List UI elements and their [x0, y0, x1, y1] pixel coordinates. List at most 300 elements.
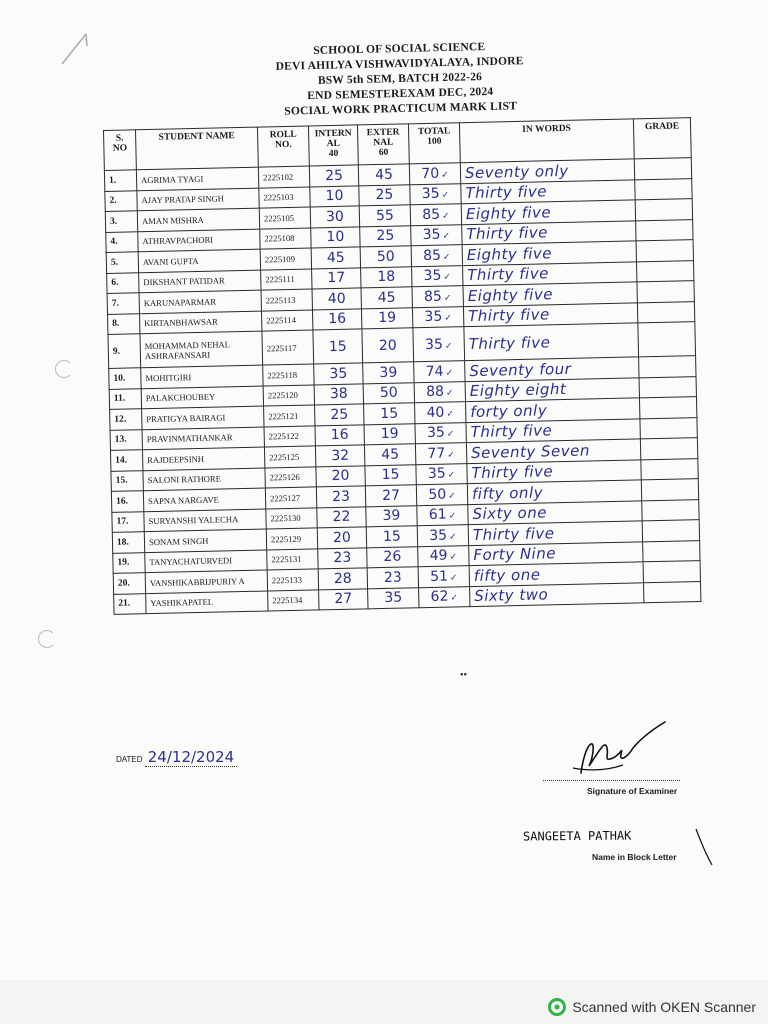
cell-roll-no	[261, 309, 312, 331]
cell-in-words-value: Forty Nine	[473, 544, 557, 565]
cell-external-value: 39	[379, 364, 398, 381]
cell-internal-value: 10	[325, 188, 344, 205]
check-tick-icon: ✓	[445, 387, 454, 398]
cell-sno	[107, 293, 139, 314]
cell-in-words-value: Eighty five	[466, 243, 553, 264]
cell-total-value: 70	[421, 165, 440, 182]
cell-in-words-value: Seventy four	[469, 359, 572, 380]
cell-internal	[315, 404, 364, 426]
cell-roll-no-value: 2225111	[265, 274, 295, 285]
cell-external-value: 15	[382, 528, 402, 545]
cell-student-name	[140, 331, 263, 368]
cell-student-name-value: SONAM SINGH	[148, 535, 209, 547]
cell-grade	[643, 581, 700, 603]
cell-student-name-value: MOHAMMAD NEHAL ASHRAFANSARI	[144, 338, 230, 361]
cell-external-value: 50	[379, 384, 398, 402]
cell-internal-value: 23	[331, 488, 351, 505]
cell-sno	[106, 231, 138, 252]
cell-total-value: 49	[429, 547, 448, 565]
cell-in-words-value: forty only	[470, 401, 548, 421]
cell-student-name	[138, 249, 260, 272]
cell-grade	[635, 199, 692, 221]
cell-grade	[636, 260, 693, 282]
cell-grade	[637, 301, 694, 323]
cell-internal-value: 40	[327, 290, 346, 307]
cell-internal	[310, 206, 359, 228]
cell-total	[413, 327, 465, 362]
cell-internal	[315, 424, 364, 446]
cell-internal	[317, 527, 366, 549]
cell-sno-value: 10.	[113, 373, 126, 384]
cell-internal-value: 15	[328, 338, 347, 355]
cell-total	[418, 566, 469, 588]
cell-sno	[105, 190, 137, 211]
cell-student-name	[145, 570, 267, 593]
cell-total	[412, 306, 463, 328]
dated-value: 24/12/2024	[145, 748, 237, 767]
cell-in-words-value: Thirty five	[468, 332, 551, 353]
signature-line	[543, 780, 680, 781]
cell-external	[364, 423, 415, 445]
cell-sno-value: 2.	[109, 195, 117, 207]
cell-sno-value: 21.	[118, 598, 131, 610]
cell-grade	[639, 376, 696, 398]
cell-sno-value: 17.	[116, 516, 129, 528]
check-tick-icon: ✓	[449, 572, 458, 583]
cell-grade	[637, 281, 694, 303]
cell-student-name-value: SURYANSHI YALECHA	[148, 514, 239, 527]
check-tick-icon: ✓	[446, 408, 455, 419]
cell-internal-value: 10	[326, 229, 345, 246]
cell-sno	[111, 470, 143, 491]
cell-grade	[634, 158, 691, 180]
cell-external	[364, 403, 415, 425]
cell-total-value: 35	[421, 185, 440, 203]
cell-external	[365, 485, 416, 507]
cell-external	[366, 505, 417, 527]
cell-student-name-value: KARUNAPARMAR	[143, 296, 217, 308]
cell-internal	[319, 588, 368, 610]
cell-internal-value: 32	[331, 447, 350, 464]
cell-total-value: 35	[427, 465, 446, 483]
cell-total-value: 62	[430, 588, 449, 606]
check-tick-icon: ✓	[444, 339, 453, 351]
cell-grade	[643, 561, 700, 583]
cell-total	[415, 422, 466, 444]
check-tick-icon: ✓	[448, 531, 457, 542]
cell-sno	[107, 272, 139, 293]
cell-student-name-value: KIRTANBHAWSAR	[144, 316, 218, 329]
cell-sno	[110, 429, 142, 450]
table-body	[104, 158, 701, 615]
cell-sno	[109, 368, 141, 389]
cell-external	[361, 307, 412, 329]
cell-external-value: 39	[382, 507, 401, 525]
cell-roll-no-value: 2225118	[267, 369, 298, 381]
cell-internal	[310, 185, 359, 207]
cell-student-name	[137, 188, 259, 211]
cell-internal-value: 25	[330, 406, 349, 423]
cell-total	[409, 163, 460, 185]
header-line-batch: BSW 5th SEM, BATCH 2022-26	[317, 71, 483, 87]
cell-internal	[312, 308, 361, 330]
cell-sno-value: 16.	[115, 496, 129, 507]
check-tick-icon: ✓	[443, 292, 452, 303]
cell-external	[361, 266, 412, 288]
cell-external	[360, 225, 411, 247]
cell-student-name-value: SAPNA NARGAVE	[147, 494, 219, 506]
cell-sno-value: 9.	[112, 346, 121, 357]
cell-roll-no	[259, 187, 310, 209]
cell-sno-value: 6.	[111, 277, 119, 289]
check-tick-icon: ✓	[449, 551, 458, 562]
cell-total-value: 85	[423, 288, 443, 305]
cell-internal-value: 45	[326, 249, 345, 266]
cell-total	[415, 443, 466, 465]
cell-roll-no-value: 2225121	[268, 410, 299, 422]
cell-total-value: 85	[422, 247, 442, 264]
cell-roll-no	[264, 425, 315, 447]
cell-external-value: 50	[376, 248, 395, 265]
column-header-total: TOTAL 100	[408, 123, 460, 164]
cell-roll-no	[264, 446, 315, 468]
cell-grade	[640, 438, 697, 460]
cell-in-words-value: fifty only	[471, 483, 544, 503]
column-header-internal: INTERN AL 40	[308, 125, 358, 166]
cell-total-value: 51	[429, 568, 449, 585]
cell-total-value: 35	[426, 424, 446, 442]
cell-student-name-value: SALONI RATHORE	[147, 473, 222, 486]
header-line-university: DEVI AHILYA VISHWAVIDYALAYA, INDORE	[275, 55, 524, 73]
cell-total	[416, 463, 467, 485]
cell-roll-no-value: 2225127	[269, 492, 301, 504]
cell-internal-value: 25	[324, 167, 344, 184]
cell-internal	[316, 486, 365, 508]
cell-external-value: 15	[380, 405, 399, 422]
cell-external-value: 25	[375, 186, 394, 204]
cell-external-value: 26	[383, 548, 402, 566]
cell-external-value: 15	[381, 466, 400, 484]
cell-student-name	[140, 311, 262, 334]
cell-internal	[314, 363, 363, 385]
cell-internal	[309, 165, 358, 187]
column-header-external: EXTER NAL 60	[357, 124, 409, 165]
cell-roll-no	[264, 405, 315, 427]
cell-internal	[314, 383, 363, 405]
cell-student-name	[139, 270, 261, 293]
column-header-name: STUDENT NAME	[136, 127, 259, 170]
cell-sno	[105, 211, 137, 232]
cell-student-name-value: TANYACHATURVEDI	[149, 555, 233, 568]
cell-student-name-value: RAJDEEPSINH	[147, 453, 205, 465]
cell-roll-no	[266, 528, 317, 550]
cell-total-value: 50	[428, 486, 447, 503]
cell-total-value: 88	[425, 383, 445, 401]
cell-external-value: 45	[377, 289, 396, 306]
punch-hole-mark	[38, 630, 56, 648]
cell-external-value: 23	[383, 569, 402, 586]
cell-internal	[318, 568, 367, 590]
cell-external	[368, 587, 419, 609]
cell-roll-no-value: 2225125	[269, 451, 300, 463]
cell-roll-no-value: 2225134	[272, 595, 303, 606]
mark-list-table	[103, 117, 701, 615]
cell-external	[363, 382, 414, 404]
check-tick-icon: ✓	[444, 312, 452, 323]
cell-internal-value: 17	[327, 270, 346, 287]
cell-student-name	[139, 290, 261, 313]
cell-roll-no	[262, 330, 314, 365]
cell-student-name	[143, 468, 265, 491]
check-tick-icon: ✓	[447, 449, 455, 460]
cell-internal-value: 27	[334, 590, 353, 608]
cell-in-words-value: Eighty five	[467, 284, 554, 305]
cell-grade	[639, 356, 696, 378]
cell-total	[412, 286, 463, 308]
cell-external-value: 25	[376, 227, 395, 245]
header-line-school: SCHOOL OF SOCIAL SCIENCE	[313, 41, 486, 57]
cell-total-value: 35	[424, 336, 444, 353]
cell-total	[414, 361, 465, 383]
scanner-watermark	[548, 998, 756, 1016]
cell-roll-no	[267, 569, 318, 591]
cell-sno-value: 5.	[110, 257, 119, 268]
cell-roll-no	[265, 466, 316, 488]
cell-total-value: 35	[424, 308, 443, 326]
cell-sno-value: 8.	[112, 318, 120, 330]
cell-roll-no	[260, 248, 311, 270]
cell-student-name-value: MOHITGIRI	[145, 371, 192, 383]
check-tick-icon: ✓	[441, 210, 450, 221]
cell-total	[416, 484, 467, 506]
check-tick-icon: ✓	[447, 469, 456, 480]
cell-student-name-value: AMAN MISHRA	[141, 214, 204, 226]
punch-hole-mark	[55, 360, 73, 378]
cell-internal-value: 23	[333, 549, 352, 567]
cell-roll-no	[267, 548, 318, 570]
cell-grade	[641, 479, 698, 501]
check-tick-icon: ✓	[442, 251, 451, 262]
cell-in-words-value: Thirty five	[467, 264, 550, 285]
cell-grade	[643, 540, 700, 562]
cell-student-name-value: PALAKCHOUBEY	[145, 391, 216, 404]
cell-sno-value: 7.	[111, 298, 120, 309]
cell-external	[365, 464, 416, 486]
cell-external	[367, 546, 418, 568]
cell-total	[411, 224, 462, 246]
cell-internal-value: 22	[332, 508, 351, 526]
check-tick-icon: ✓	[448, 490, 456, 501]
cell-internal	[318, 547, 367, 569]
cell-external	[361, 287, 412, 309]
cell-student-name-value: DIKSHANT PATIDAR	[143, 275, 225, 288]
cell-total	[417, 525, 468, 547]
examiner-signature-image	[543, 718, 683, 780]
cell-in-words-value: Eighty five	[465, 202, 552, 223]
cell-in-words-value: Thirty five	[466, 223, 549, 244]
cell-student-name-value: PRATIGYA BAIRAGI	[146, 412, 226, 424]
cell-student-name-value: AGRIMA TYAGI	[140, 173, 204, 185]
cell-sno-value: 11.	[113, 393, 126, 405]
cell-sno	[111, 491, 143, 512]
cell-grade	[642, 499, 699, 521]
cell-total	[411, 245, 462, 267]
cell-total-value: 85	[422, 206, 441, 223]
cell-in-words	[470, 582, 644, 606]
cell-roll-no-value: 2225133	[271, 574, 303, 586]
cell-sno	[104, 170, 136, 191]
cell-internal	[315, 445, 364, 467]
cell-external	[359, 184, 410, 206]
cell-roll-no-value: 2225109	[264, 253, 296, 265]
header-line-exam: END SEMESTEREXAM DEC, 2024	[307, 85, 494, 103]
cell-roll-no-value: 2225105	[263, 212, 295, 224]
cell-internal-value: 35	[329, 365, 348, 382]
check-tick-icon: ✓	[441, 189, 450, 200]
cell-sno	[112, 532, 144, 553]
cell-external	[359, 205, 410, 227]
cell-sno-value: 12.	[114, 414, 127, 425]
cell-roll-no	[261, 289, 312, 311]
cell-student-name-value: YASHIKAPATEL	[150, 596, 214, 609]
cell-sno	[110, 450, 142, 471]
cell-student-name	[138, 229, 260, 252]
column-header-sno: S. NO	[104, 130, 137, 171]
cell-roll-no-value: 2225122	[268, 431, 299, 442]
cell-in-words-value: Thirty five	[470, 421, 553, 442]
cell-roll-no	[261, 268, 312, 290]
cell-student-name-value: PRAVINMATHANKAR	[146, 432, 233, 445]
cell-sno-value: 1.	[108, 175, 117, 186]
cell-sno-value: 3.	[109, 216, 118, 227]
check-tick-icon: ✓	[443, 271, 452, 282]
cell-external-value: 45	[381, 446, 400, 463]
cell-student-name	[142, 447, 264, 470]
cell-student-name	[141, 386, 263, 409]
cell-internal	[313, 329, 363, 364]
cell-sno-value: 14.	[115, 455, 128, 466]
cell-student-name-value: AVANI GUPTA	[142, 255, 199, 267]
cell-external	[367, 567, 418, 589]
cell-external	[363, 362, 414, 384]
cell-total-value: 61	[428, 506, 447, 524]
document-header	[189, 37, 611, 122]
cell-student-name-value: ATHRAVPACHORI	[142, 234, 214, 247]
cell-grade	[638, 322, 696, 357]
cell-sno	[112, 511, 144, 532]
cell-student-name	[146, 591, 268, 614]
check-tick-icon: ✓	[450, 592, 459, 603]
cell-in-words-value: fifty one	[473, 565, 541, 585]
cell-roll-no-value: 2225114	[266, 315, 297, 326]
cell-roll-no-value: 2225108	[264, 233, 295, 244]
cell-external	[362, 328, 414, 363]
cell-roll-no	[266, 507, 317, 529]
cell-roll-no-value: 2225129	[270, 533, 302, 545]
cell-grade	[639, 397, 696, 419]
cell-in-words-value: Thirty five	[467, 305, 550, 326]
cell-sno	[113, 552, 145, 573]
cell-external	[360, 246, 411, 268]
cell-external-value: 27	[381, 487, 401, 504]
cell-sno	[109, 388, 141, 409]
cell-total-value: 74	[425, 363, 444, 380]
cell-sno	[106, 252, 138, 273]
cell-internal	[316, 465, 365, 487]
cell-roll-no-value: 2225113	[265, 294, 296, 306]
column-header-roll: ROLL NO.	[257, 126, 309, 167]
cell-internal-value: 16	[330, 426, 349, 444]
check-tick-icon: ✓	[441, 169, 449, 180]
column-header-words: IN WORDS	[459, 119, 634, 163]
cell-roll-no-value: 2225120	[267, 390, 299, 401]
cell-internal	[317, 506, 366, 528]
cell-internal-value: 30	[325, 208, 345, 225]
cell-grade	[636, 240, 693, 262]
cell-grade	[635, 178, 692, 200]
cell-total	[410, 204, 461, 226]
cell-student-name	[145, 550, 267, 573]
cell-total	[412, 265, 463, 287]
cell-total	[410, 183, 461, 205]
cell-roll-no	[258, 166, 309, 188]
cell-internal	[312, 288, 361, 310]
cell-roll-no-value: 2225131	[271, 554, 302, 565]
cell-total	[419, 586, 470, 608]
cell-roll-no	[260, 227, 311, 249]
cell-sno-value: 4.	[110, 236, 118, 248]
cell-student-name-value: AJAY PRATAP SINGH	[141, 193, 225, 206]
cell-student-name	[144, 529, 266, 552]
cell-internal-value: 20	[331, 467, 350, 485]
cell-total-value: 35	[429, 527, 448, 544]
cell-student-name	[143, 488, 265, 511]
examiner-block-name: SANGEETA PATHAK	[522, 828, 632, 844]
cell-roll-no-value: 2225126	[269, 472, 300, 483]
cell-grade	[640, 417, 697, 439]
cell-in-words-value: Thirty five	[472, 523, 555, 544]
cell-total	[417, 504, 468, 526]
cell-sno-value: 15.	[115, 475, 128, 487]
cell-external	[358, 164, 409, 186]
cell-total-value: 40	[426, 404, 445, 421]
cell-internal-value: 38	[329, 385, 348, 403]
cell-total	[418, 545, 469, 567]
cell-external-value: 19	[380, 425, 399, 443]
cell-sno	[108, 313, 140, 334]
cell-grade	[642, 520, 699, 542]
cell-student-name	[144, 509, 266, 532]
check-tick-icon: ✓	[442, 230, 451, 241]
check-tick-icon: ✓	[448, 510, 457, 521]
check-tick-icon: ✓	[445, 367, 454, 378]
cell-sno	[108, 334, 141, 369]
cell-external-value: 19	[378, 309, 397, 327]
scan-artifact-mark: ••	[460, 670, 468, 681]
cell-roll-no	[263, 384, 314, 406]
cell-grade	[636, 219, 693, 241]
cell-internal-value: 28	[333, 570, 352, 587]
check-tick-icon: ✓	[446, 428, 455, 439]
cell-sno-value: 20.	[117, 578, 130, 589]
cell-internal-value: 20	[332, 529, 352, 546]
cell-in-words-value: Thirty five	[471, 462, 554, 483]
cell-roll-no	[263, 364, 314, 386]
cell-external-value: 55	[375, 207, 395, 224]
cell-internal	[311, 247, 360, 269]
cell-in-words-value: Seventy Seven	[470, 441, 591, 462]
cell-sno-value: 13.	[114, 434, 127, 446]
